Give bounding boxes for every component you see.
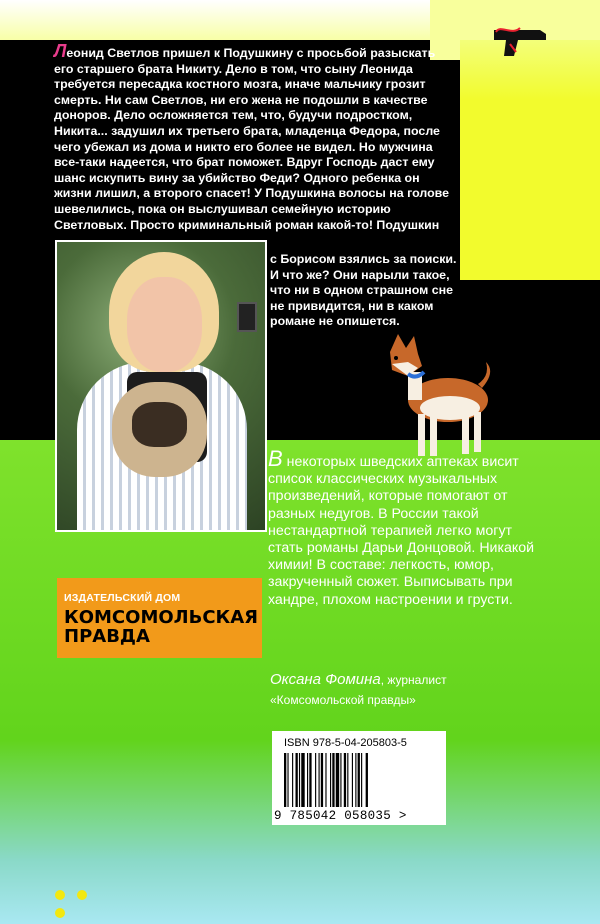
publisher-line1: ИЗДАТЕЛЬСКИЙ ДОМ [64, 592, 181, 604]
barcode-bar [307, 753, 308, 807]
barcode-bar [309, 753, 311, 807]
annotation-continuation: с Борисом взялись за поиски. И что же? Они нарыли такое, что ни в одном страшном сне не привидится, ни в каком романе не опишется. [270, 252, 457, 329]
publisher-name [64, 608, 258, 646]
publisher-line3: ПРАВДА [64, 626, 150, 647]
photo-face [127, 277, 202, 372]
review-quote [268, 446, 548, 609]
barcode-bar [292, 753, 293, 807]
barcode-bar [315, 753, 316, 807]
barcode-bar [325, 753, 326, 807]
barcode-bars [284, 753, 434, 807]
dot-icon [77, 890, 87, 900]
decor-dots [55, 887, 115, 899]
barcode-bar [336, 753, 339, 807]
isbn-label: ISBN 978-5-04-205803-5 [284, 737, 407, 749]
barcode-bar [319, 753, 320, 807]
annotation-text [54, 41, 454, 233]
barcode-bar [340, 753, 341, 807]
barcode-bar [330, 753, 331, 807]
quote-drop-cap: В [268, 446, 283, 471]
barcode-digits: 9 785042 058035 > [274, 809, 407, 823]
barcode-bar [296, 753, 298, 807]
isbn-barcode [272, 731, 446, 825]
barcode-bar [352, 753, 353, 807]
barcode-bar [361, 753, 362, 807]
photo-pug-face [132, 402, 187, 447]
barcode-bar [299, 753, 300, 807]
barcode-bar [355, 753, 356, 807]
quote-publication: «Комсомольской правды» [270, 693, 416, 707]
dog-illustration [378, 332, 496, 462]
quote-body: некоторых шведских аптеках висит список классических музыкальных произведений, которые помогают от разных недугов. В России такой нестандартной терапией легко могут стать романы Дарьи Донцовой. Никакой химии! В составе: легкость, юмор, закрученный сюжет. Выписывать при хандре, плохом настроении и грусти. [268, 454, 535, 608]
gun-icon [490, 22, 550, 62]
barcode-bar [321, 753, 323, 807]
drop-cap: Л [54, 41, 67, 61]
annotation-body: еонид Светлов пришел к Подушкину с просьбой разыскать его старшего брата Никиту. Дело в том, что сыну Леонида требуется пересадка костного мозга, иначе мальчику грозит смерть. Ни сам Светлов, ни его жена не подошли в качестве доноров. Дело осложняется тем, что, будучи подростком, Никита... задушил их третьего брата, младенца Федора, после чего убежал из дома и никто его более не видел. Но мужчина все-таки надеется, что брат поможет. Вдруг Господь даст ему шанс искупить вину за убийство Феди? Одного ребенка он жизни лишил, а второго спасет! У Подушкина волосы на голове шевелились, пока он выслушивал семейную историю Светловых. Просто криминальный роман какой-то! Подушкин [54, 46, 449, 232]
dot-icon [55, 890, 65, 900]
barcode-bar [366, 753, 368, 807]
barcode-bar [301, 753, 304, 807]
barcode-bar [344, 753, 346, 807]
lamp-decor [237, 302, 257, 332]
yellow-strip [460, 40, 600, 280]
quote-signature [270, 668, 447, 691]
quote-role: , журналист [380, 673, 447, 687]
quote-author: Оксана Фомина [270, 671, 381, 688]
publisher-line2: КОМСОМОЛЬСКАЯ [64, 607, 259, 628]
publisher-logo [57, 578, 262, 658]
barcode-bar [284, 753, 286, 807]
barcode-bar [358, 753, 360, 807]
barcode-bar [347, 753, 348, 807]
barcode-bar [332, 753, 334, 807]
barcode-bar [287, 753, 288, 807]
dot-icon [55, 908, 65, 918]
author-photo [55, 240, 267, 532]
